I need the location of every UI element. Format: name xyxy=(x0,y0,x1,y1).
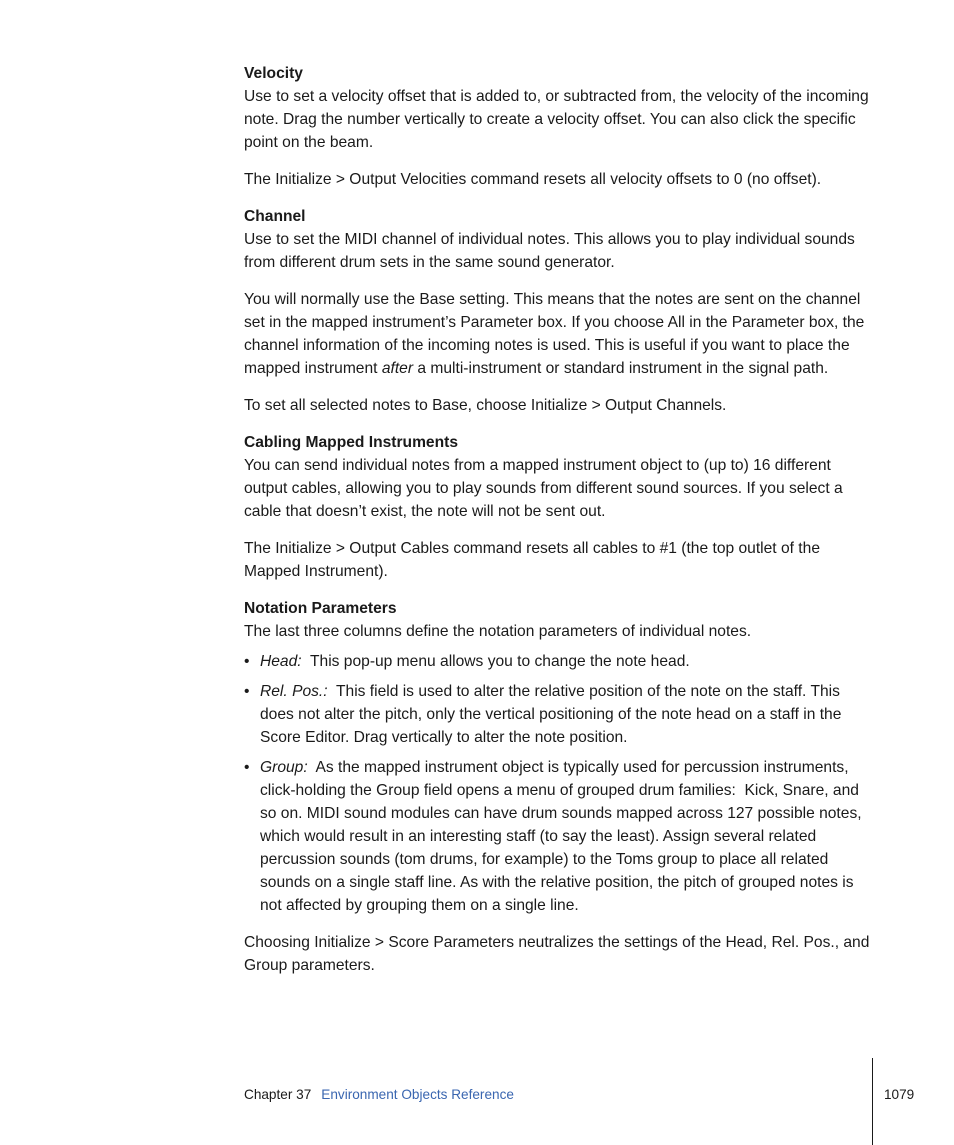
page-number: 1079 xyxy=(884,1087,915,1102)
footer-chapter-title-link[interactable]: Environment Objects Reference xyxy=(321,1087,514,1102)
bullet-term: Head: xyxy=(260,653,302,670)
notation-bullet-list xyxy=(244,650,876,917)
section-cabling xyxy=(244,431,876,583)
section-heading-channel: Channel xyxy=(244,208,306,225)
channel-paragraph-2-start: You will normally use the Base setting. This means that the notes are sent on the channel set in the mapped instrument’s Parameter box. If you choose All in the Parameter box, the channel information of the incoming notes is used. This is useful if you want to place the mapped instrument xyxy=(244,291,865,377)
bullet-term: Rel. Pos.: xyxy=(260,683,328,700)
section-velocity xyxy=(244,62,876,191)
footer-chapter-label: Chapter 37 xyxy=(244,1087,312,1102)
channel-paragraph-1: Use to set the MIDI channel of individual notes. This allows you to play individual sounds from different drum sets in the same sound generator. xyxy=(244,231,855,271)
page-content xyxy=(244,62,876,991)
cabling-paragraph-1: You can send individual notes from a mapped instrument object to (up to) 16 different output cables, allowing you to play sounds from different sound sources. If you select a cable that doesn’t exist, the note will not be sent out. xyxy=(244,457,843,520)
footer-divider xyxy=(872,1058,873,1145)
notation-paragraph-1: The last three columns define the notation parameters of individual notes. xyxy=(244,623,752,640)
section-notation xyxy=(244,597,876,977)
bullet-item-group xyxy=(244,756,876,917)
bullet-dot: • xyxy=(244,759,250,776)
channel-paragraph-3: To set all selected notes to Base, choose Initialize > Output Channels. xyxy=(244,397,727,414)
channel-paragraph-2-emphasis: after xyxy=(381,360,414,377)
channel-paragraph-2 xyxy=(244,288,876,380)
bullet-text: As the mapped instrument object is typically used for percussion instruments, click-holding the Group field opens a menu of grouped drum families: Kick, Snare, and so on. MIDI sound modules can have drum sounds mapped across 127 possible notes, which would result in an interesting staff (to say the least). Assign several related percussion sounds (tom drums, for example) to the Toms group to place all related sounds on a single staff line. As with the relative position, the pitch of grouped notes is not affected by grouping them on a single line. xyxy=(260,759,866,914)
bullet-text: This pop-up menu allows you to change the note head. xyxy=(301,653,690,670)
section-heading-velocity: Velocity xyxy=(244,65,303,82)
bullet-text: This field is used to alter the relative position of the note on the staff. This does not alter the pitch, only the vertical positioning of the note head on a staff in the Score Editor. Drag vertically to alter the note position. xyxy=(260,683,846,746)
bullet-dot: • xyxy=(244,653,250,670)
channel-paragraph-2-end: a multi-instrument or standard instrument in the signal path. xyxy=(413,360,829,377)
velocity-paragraph-1: Use to set a velocity offset that is added to, or subtracted from, the velocity of the incoming note. Drag the number vertically to create a velocity offset. You can also click the specific point on the beam. xyxy=(244,88,869,151)
bullet-item-rel-pos xyxy=(244,680,876,749)
section-channel xyxy=(244,205,876,417)
bullet-dot: • xyxy=(244,683,250,700)
notation-paragraph-2: Choosing Initialize > Score Parameters neutralizes the settings of the Head, Rel. Pos., and Group parameters. xyxy=(244,934,870,974)
bullet-term: Group: xyxy=(260,759,308,776)
page-footer xyxy=(244,1085,514,1105)
section-heading-notation: Notation Parameters xyxy=(244,600,397,617)
velocity-paragraph-2: The Initialize > Output Velocities command resets all velocity offsets to 0 (no offset). xyxy=(244,171,822,188)
bullet-item-head xyxy=(244,650,876,673)
cabling-paragraph-2: The Initialize > Output Cables command resets all cables to #1 (the top outlet of the Mapped Instrument). xyxy=(244,540,820,580)
section-heading-cabling: Cabling Mapped Instruments xyxy=(244,434,458,451)
